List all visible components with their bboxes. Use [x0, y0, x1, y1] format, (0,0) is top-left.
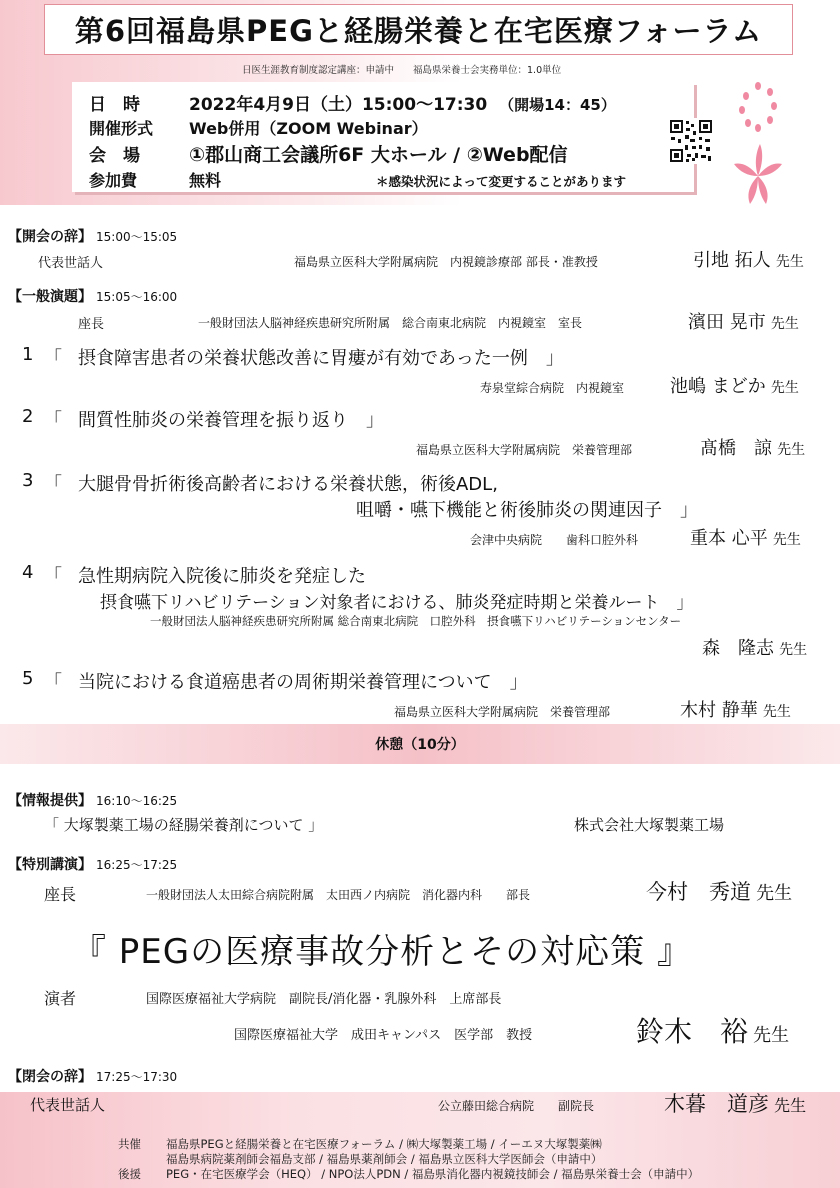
talk-4-title-line2: 摂食嚥下リハビリテーション対象者における、肺炎発症時期と栄養ルート 」: [100, 593, 694, 613]
talk-1-number: 1: [22, 344, 34, 365]
special-speaker-role: 演者: [44, 989, 77, 1008]
talk-5-suffix: 先生: [762, 704, 791, 720]
closing-name: 木暮 道彦: [664, 1092, 769, 1116]
talk-1-presenter: [670, 372, 799, 398]
host-line2: 福島県病院薬剤師会福島支部 / 福島県薬剤師会 / 福島県立医科大学医師会（申請中）: [166, 1152, 603, 1166]
talk-2-quote-open: 「: [44, 410, 62, 431]
date-label: 日 時: [89, 95, 140, 115]
special-speaker-affil2: 国際医療福祉大学 成田キャンパス 医学部 教授: [234, 1028, 533, 1043]
opening-presenter: [693, 246, 804, 272]
opening-head-label: 【開会の辞】: [8, 229, 92, 245]
special-speaker-affil1: 国際医療福祉大学病院 副院長/消化器・乳腺外科 上席部長: [146, 992, 502, 1007]
talk-2-affil: 福島県立医科大学附属病院 栄養管理部: [416, 443, 633, 457]
special-chair-name: 今村 秀道: [646, 880, 751, 904]
flower-decoration-icon: [728, 78, 788, 208]
special-speaker-suffix: 先生: [753, 1025, 790, 1046]
closing-time: 17:25～17:30: [96, 1070, 178, 1084]
host-label: 共催: [118, 1137, 141, 1151]
closing-heading: [8, 1066, 177, 1086]
change-note: ＊感染状況によって変更することがあります: [376, 174, 627, 189]
page-title: 第6回福島県PEGと経腸栄養と在宅医療フォーラム: [74, 14, 763, 48]
talk-3-title-line2: 咀嚼・嚥下機能と術後肺炎の関連因子 」: [356, 500, 698, 521]
talk-5-title: 当院における食道癌患者の周術期栄養管理について 」: [78, 672, 528, 693]
date-row: [89, 90, 616, 115]
info-session-company: 株式会社大塚製薬工場: [574, 816, 725, 834]
fee-value: 無料: [189, 171, 222, 190]
special-head-label: 【特別講演】: [8, 857, 92, 873]
closing-head-label: 【閉会の辞】: [8, 1069, 92, 1085]
support-line: PEG・在宅医療学会（HEQ） / NPO法人PDN / 福島県消化器内視鏡技師会 / 福島県栄養士会（申請中）: [166, 1167, 700, 1181]
talk-5-quote-open: 「: [44, 672, 62, 693]
fee-row: [89, 168, 221, 191]
opening-heading: [8, 226, 177, 246]
break-band: [0, 724, 840, 764]
talk-3-name: 重本 心平: [690, 528, 768, 549]
talk-4-title-line1: 急性期病院入院後に肺炎を発症した: [78, 566, 366, 587]
info-session-title: 「 大塚製薬工場の経腸栄養剤について 」: [44, 816, 324, 834]
open-time: （開場14：45）: [499, 96, 616, 114]
event-info-box: [72, 82, 694, 192]
talk-3-number: 3: [22, 470, 34, 491]
talk-5-number: 5: [22, 668, 34, 689]
talk-3-suffix: 先生: [772, 532, 801, 548]
closing-presenter: [664, 1088, 806, 1118]
talk-2-number: 2: [22, 406, 34, 427]
general-chair-role: 座長: [78, 317, 105, 332]
fee-label: 参加費: [89, 171, 138, 190]
talk-3-presenter: [690, 524, 801, 550]
general-chair-affil: 一般財団法人脳神経疾患研究所附属 総合南東北病院 内視鏡室 室長: [198, 316, 583, 330]
talk-4-suffix: 先生: [779, 642, 808, 658]
talk-4-quote-open: 「: [44, 566, 62, 587]
special-speaker-name: 鈴木 裕: [636, 1015, 749, 1048]
date-value: 2022年4月9日（土）15:00～17:30: [189, 95, 488, 115]
talk-4-name: 森 隆志: [702, 638, 774, 659]
talk-3-affil: 会津中央病院 歯科口腔外科: [470, 533, 639, 547]
closing-role: 代表世話人: [30, 1096, 106, 1114]
general-chair-name: 濱田 晃市: [688, 312, 766, 333]
format-label: 開催形式: [89, 119, 154, 138]
talk-5-name: 木村 静華: [680, 700, 758, 721]
special-chair-suffix: 先生: [756, 883, 793, 904]
talk-5-affil: 福島県立医科大学附属病院 栄養管理部: [394, 705, 611, 719]
talk-4-affil: 一般財団法人脳神経疾患研究所附属 総合南東北病院 口腔外科 摂食嚥下リハビリテーションセンター: [150, 614, 682, 628]
talk-1-suffix: 先生: [770, 380, 799, 396]
break-label: 休憩（10分）: [375, 737, 465, 753]
special-chair: [646, 876, 792, 906]
talk-4-number: 4: [22, 562, 34, 583]
general-head-label: 【一般演題】: [8, 289, 92, 305]
info-session-head-label: 【情報提供】: [8, 793, 92, 809]
format-value: Web併用（ZOOM Webinar）: [189, 119, 428, 138]
opening-name: 引地 拓人: [693, 250, 771, 271]
opening-time: 15:00～15:05: [96, 230, 178, 244]
title-box: [44, 4, 793, 55]
info-session-heading: [8, 790, 177, 810]
general-time: 15:05～16:00: [96, 290, 178, 304]
general-heading: [8, 286, 177, 306]
general-chair: [688, 308, 799, 334]
talk-1-name: 池嶋 まどか: [670, 376, 766, 397]
talk-2-name: 髙橋 諒: [700, 438, 772, 459]
talk-1-title: 摂食障害患者の栄養状態改善に胃瘻が有効であった一例 」: [78, 348, 564, 369]
closing-suffix: 先生: [774, 1096, 807, 1115]
talk-1-affil: 寿泉堂綜合病院 内視鏡室: [480, 381, 625, 395]
venue-row: [89, 140, 568, 167]
qr-code-icon[interactable]: [668, 118, 714, 164]
host-line1: 福島県PEGと経腸栄養と在宅医療フォーラム / ㈱大塚製薬工場 / イーエヌ大塚製薬㈱: [166, 1137, 602, 1151]
special-time: 16:25～17:25: [96, 858, 178, 872]
talk-2-presenter: [700, 434, 805, 460]
special-speaker: [636, 1010, 789, 1050]
talk-1-quote-open: 「: [44, 348, 62, 369]
info-session-time: 16:10～16:25: [96, 794, 178, 808]
talk-3-quote-open: 「: [44, 474, 62, 495]
special-chair-role: 座長: [44, 885, 77, 904]
talk-3-title-line1: 大腿骨骨折術後高齢者における栄養状態，術後ADL,: [78, 474, 498, 495]
talk-5-presenter: [680, 696, 791, 722]
talk-2-title: 間質性肺炎の栄養管理を振り返り 」: [78, 410, 384, 431]
special-heading: [8, 854, 177, 874]
general-chair-suffix: 先生: [770, 316, 799, 332]
venue-value: ①郡山商工会議所6F 大ホール / ②Web配信: [189, 144, 568, 166]
format-row: [89, 116, 428, 139]
special-chair-affil: 一般財団法人太田綜合病院附属 太田西ノ内病院 消化器内科 部長: [146, 888, 531, 902]
opening-affil: 福島県立医科大学附属病院 内視鏡診療部 部長・准教授: [294, 255, 598, 269]
closing-affil: 公立藤田総合病院 副院長: [438, 1099, 595, 1113]
talk-4-presenter: [702, 634, 807, 660]
special-lecture-title: 『 PEGの医療事故分析とその対応策 』: [72, 932, 692, 972]
opening-suffix: 先生: [775, 254, 804, 270]
opening-role: 代表世話人: [38, 256, 104, 271]
support-label: 後援: [118, 1167, 141, 1181]
credit-line: 日医生涯教育制度認定講座：申請中 福島県栄養士会実務単位：1.0単位: [242, 65, 562, 76]
talk-2-suffix: 先生: [777, 442, 806, 458]
venue-label: 会 場: [89, 146, 140, 166]
